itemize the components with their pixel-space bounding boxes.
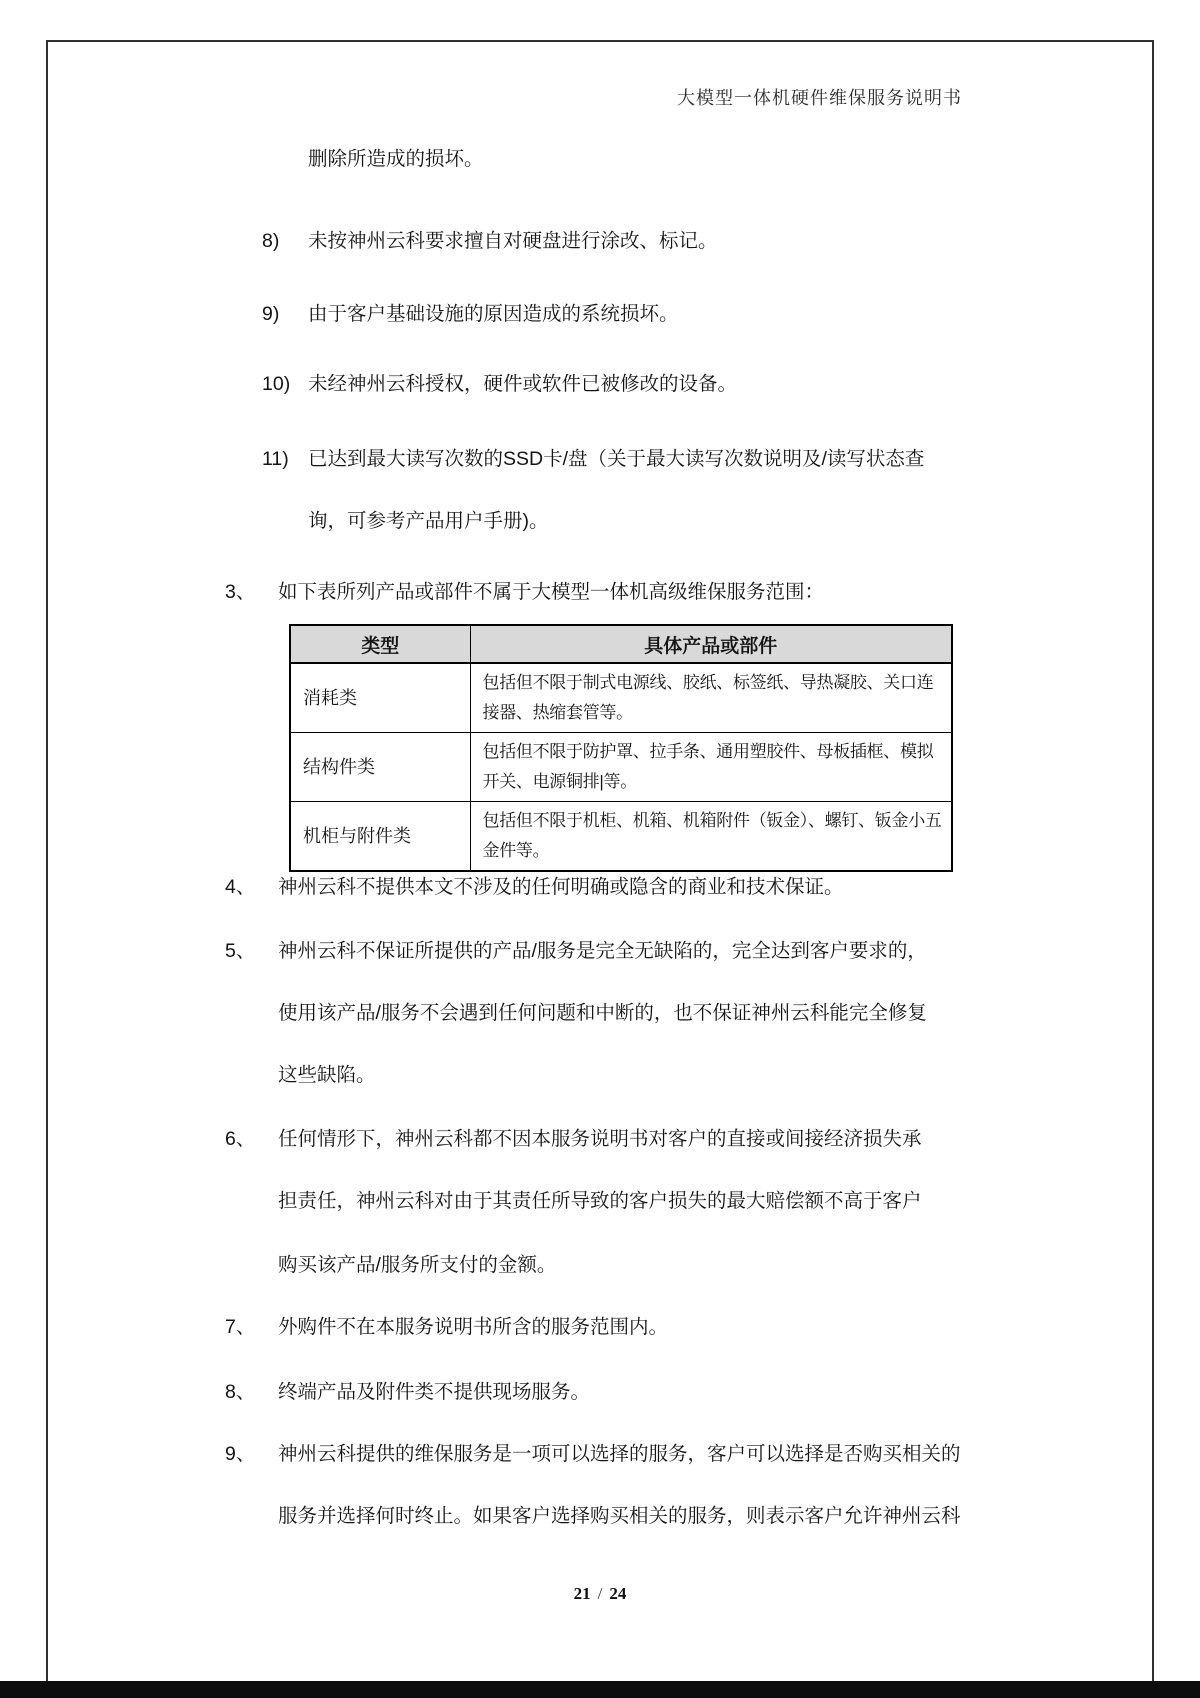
table-cell-desc: 包括但不限于防护罩、拉手条、通用塑胶件、母板插框、模拟开关、电源铜排|等。	[470, 733, 952, 802]
page-number-total: 24	[609, 1584, 627, 1603]
list-number: 10)	[262, 373, 291, 395]
table-cell-desc: 包括但不限于制式电源线、胶纸、标签纸、导热凝胶、关口连接器、热缩套管等。	[470, 663, 952, 733]
list-item-9-continuation: 服务并选择何时终止。如果客户选择购买相关的服务，则表示客户允许神州云科	[278, 1505, 961, 1527]
list-item-sub11-continuation: 询，可参考产品用户手册)。	[308, 510, 549, 532]
list-text: 未按神州云科要求擅自对硬盘进行涂改、标记。	[308, 230, 718, 252]
page-edge-strip	[0, 1681, 1200, 1698]
table-cell-type: 结构件类	[290, 733, 470, 802]
list-number: 9、	[225, 1443, 256, 1465]
list-number: 9)	[262, 303, 280, 325]
paragraph-carryover: 删除所造成的损坏。	[308, 148, 484, 170]
table-cell-type: 机柜与附件类	[290, 802, 470, 872]
list-number: 3、	[225, 581, 256, 603]
list-number: 4、	[225, 876, 256, 898]
list-item-sub9	[262, 301, 679, 328]
list-text: 神州云科不保证所提供的产品/服务是完全无缺陷的，完全达到客户要求的，	[278, 940, 927, 962]
list-text: 外购件不在本服务说明书所含的服务范围内。	[278, 1316, 669, 1338]
list-number: 6、	[225, 1128, 256, 1150]
list-item-sub8	[262, 228, 718, 255]
list-item-sub10	[262, 371, 737, 398]
list-number: 11)	[262, 448, 289, 470]
list-text: 已达到最大读写次数的SSD卡/盘（关于最大读写次数说明及/读写状态查	[308, 448, 925, 470]
table-cell-desc: 包括但不限于机柜、机箱、机箱附件（钣金）、螺钉、钣金小五金件等。	[470, 802, 952, 872]
list-text: 神州云科提供的维保服务是一项可以选择的服务，客户可以选择是否购买相关的	[278, 1443, 961, 1465]
table-header-row	[290, 625, 952, 663]
list-item-6-continuation: 担责任，神州云科对由于其责任所导致的客户损失的最大赔偿额不高于客户	[278, 1190, 922, 1212]
list-item-5-continuation: 使用该产品/服务不会遇到任何问题和中断的，也不保证神州云科能完全修复	[278, 1002, 927, 1024]
page-number-current: 21	[573, 1584, 591, 1603]
page-number-separator: /	[597, 1584, 603, 1603]
list-item-5-continuation: 这些缺陷。	[278, 1064, 376, 1086]
list-number: 8)	[262, 230, 280, 252]
table-header-type: 类型	[290, 625, 470, 663]
table-row-cabinet	[290, 802, 952, 872]
list-text: 如下表所列产品或部件不属于大模型一体机高级维保服务范围：	[278, 581, 825, 603]
list-item-6-continuation: 购买该产品/服务所支付的金额。	[278, 1254, 557, 1276]
list-item-7	[225, 1314, 668, 1341]
table-cell-type: 消耗类	[290, 663, 470, 733]
list-number: 7、	[225, 1316, 256, 1338]
list-item-4	[225, 874, 844, 901]
list-item-6	[225, 1126, 922, 1153]
list-item-5	[225, 938, 927, 965]
list-text: 由于客户基础设施的原因造成的系统损坏。	[308, 303, 679, 325]
page-footer	[0, 1584, 1200, 1604]
table-header-desc: 具体产品或部件	[470, 625, 952, 663]
table-row-structural	[290, 733, 952, 802]
list-item-9	[225, 1441, 961, 1468]
table-row-consumables	[290, 663, 952, 733]
list-text: 任何情形下，神州云科都不因本服务说明书对客户的直接或间接经济损失承	[278, 1128, 922, 1150]
list-text: 未经神州云科授权，硬件或软件已被修改的设备。	[308, 373, 738, 395]
list-text: 神州云科不提供本文不涉及的任何明确或隐含的商业和技术保证。	[278, 876, 844, 898]
list-item-sub11	[262, 446, 924, 473]
page-header-title: 大模型一体机硬件维保服务说明书	[677, 88, 962, 108]
excluded-products-table	[289, 624, 953, 872]
list-number: 5、	[225, 940, 256, 962]
list-item-8	[225, 1379, 590, 1406]
list-text: 终端产品及附件类不提供现场服务。	[278, 1381, 591, 1403]
list-item-3	[225, 579, 824, 606]
list-number: 8、	[225, 1381, 256, 1403]
